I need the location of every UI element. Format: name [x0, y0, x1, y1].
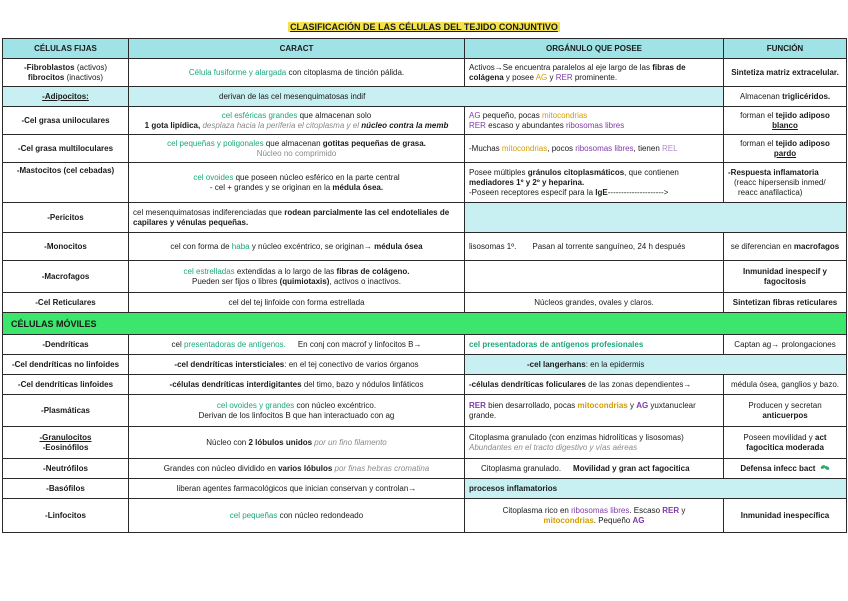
table-row-cel-grasa-uniloculares [3, 107, 847, 135]
organule-cell [465, 261, 724, 293]
table-row-adipocitos [3, 87, 847, 107]
row-name: -Cel grasa multiloculares [3, 135, 129, 163]
table-row-eosinofilos [3, 427, 847, 459]
caract-cell: derivan de las cel mesenquimatosas indif [129, 87, 724, 107]
caract-cell: cel presentadoras de antígenos. En conj con macrof y linfocitos B→ [129, 335, 465, 355]
table-row-pericitos [3, 203, 847, 233]
row-name: -Macrofagos [3, 261, 129, 293]
table-row-cel-reticulares [3, 293, 847, 313]
caract-cell: cel ovoides y grandes con núcleo excéntrico. Derivan de los linfocitos B que han interactuado con ag [129, 395, 465, 427]
organule-cell: Citoplasma granulado (con enzimas hidrolíticas y lisosomas) Abundantes en el tracto digestivo y vías aéreas [465, 427, 724, 459]
row-name: -Basófilos [3, 479, 129, 499]
row-name: -Pericitos [3, 203, 129, 233]
organule-cell: -células dendríticas foliculares de las zonas dependientes→ [465, 375, 724, 395]
function-cell: se diferencian en macrofagos [724, 233, 847, 261]
organule-cell [465, 203, 847, 233]
function-cell: Sintetizan fibras reticulares [724, 293, 847, 313]
table-row-monocitos [3, 233, 847, 261]
row-name: -Cel dendríticas no linfoides [3, 355, 129, 375]
caract-cell: cel mesenquimatosas indiferenciadas que rodean parcialmente las cel endoteliales de capilares y vénulas pequeñas. [129, 203, 465, 233]
caract-cell: cel con forma de haba y núcleo excéntrico, se originan→ médula ósea [129, 233, 465, 261]
organule-cell: procesos inflamatorios [465, 479, 847, 499]
caract-cell: cel del tej linfoide con forma estrellada [129, 293, 465, 313]
row-name: -Cel grasa uniloculares [3, 107, 129, 135]
table-row-linfocitos [3, 499, 847, 533]
organule-cell: AG pequeño, pocas mitocondrias RER escaso y abundantes ribosomas libres [465, 107, 724, 135]
organule-cell: -Muchas mitocondrias, pocos ribosomas libres, tienen REL [465, 135, 724, 163]
organule-cell: Posee múltiples gránulos citoplasmáticos, que contienen mediadores 1º y 2º y heparina. -Poseen receptores especif para la IgE---------------------> [465, 163, 724, 203]
row-name: -Monocitos [3, 233, 129, 261]
section-header-moviles [3, 313, 847, 335]
table-row-basofilos [3, 479, 847, 499]
caract-cell: Núcleo con 2 lóbulos unidos por un fino filamento [129, 427, 465, 459]
organule-cell: Citoplasma rico en ribosomas libres. Escaso RER y mitocondrias. Pequeño AG [465, 499, 724, 533]
bacteria-icon [820, 463, 830, 475]
organule-cell: Citoplasma granulado. Movilidad y gran act fagocitica [465, 459, 724, 479]
function-cell: Defensa infecc bact [724, 459, 847, 479]
page-title: CLASIFICACIÓN DE LAS CÉLULAS DEL TEJIDO CONJUNTIVO [290, 22, 558, 32]
function-cell: Inmunidad inespecif y fagocitosis [724, 261, 847, 293]
function-cell: Poseen movilidad y act fagocitica moderada [724, 427, 847, 459]
table-row-cel-dendriticas-linfoides [3, 375, 847, 395]
row-name: -Linfocitos [3, 499, 129, 533]
table-row-macrofagos [3, 261, 847, 293]
function-cell: Sintetiza matriz extracelular. [724, 59, 847, 87]
caract-cell: -células dendríticas interdigitantes del timo, bazo y nódulos linfáticos [129, 375, 465, 395]
row-name: -Cel dendríticas linfoides [3, 375, 129, 395]
row-name: -Granulocitos -Eosinófilos [3, 427, 129, 459]
organule-cell: cel presentadoras de antígenos profesionales [465, 335, 724, 355]
organule-cell: Activos→Se encuentra paralelos al eje largo de las fibras de colágena y posee AG y RER prominente. [465, 59, 724, 87]
function-cell: forman el tejido adiposo blanco [724, 107, 847, 135]
row-name: -Neutrófilos [3, 459, 129, 479]
caract-cell: cel esféricas grandes que almacenan solo 1 gota lipídica, desplaza hacia la periferia el citoplasma y el núcleo contra la memb [129, 107, 465, 135]
function-cell: -Respuesta inflamatoria (reacc hipersensib inmed/ reacc anafilactica) [724, 163, 847, 203]
caract-cell: cel pequeñas con núcleo redondeado [129, 499, 465, 533]
organule-cell: Núcleos grandes, ovales y claros. [465, 293, 724, 313]
function-cell: Inmunidad inespecífica [724, 499, 847, 533]
table-row-dendriticas [3, 335, 847, 355]
table-row-neutrofilos [3, 459, 847, 479]
table-row-cel-grasa-multiloculares [3, 135, 847, 163]
header-cell-organule: ORGÁNULO QUE POSEE [465, 39, 724, 59]
header-cell-caract: CARACT [129, 39, 465, 59]
row-name: -Mastocitos (cel cebadas) [3, 163, 129, 203]
row-name: -Adipocitos: [3, 87, 129, 107]
table-row-cel-dendriticas-no-linfoides [3, 355, 847, 375]
header-cell-fixed-cells: CÉLULAS FIJAS [3, 39, 129, 59]
caract-cell: cel estrelladas extendidas a lo largo de las fibras de colágeno. Pueden ser fijos o libres (quimiotaxis), activos o inactivos. [129, 261, 465, 293]
table-row-mastocitos [3, 163, 847, 203]
row-name: -Dendríticas [3, 335, 129, 355]
caract-cell: cel pequeñas y poligonales que almacenan gotitas pequeñas de grasa. Núcleo no comprimido [129, 135, 465, 163]
caract-cell: Célula fusiforme y alargada con citoplasma de tinción pálida. [129, 59, 465, 87]
row-name: -Plasmáticas [3, 395, 129, 427]
row-name: -Fibroblastos (activos) fibrocitos (inactivos) [3, 59, 129, 87]
header-row [3, 39, 847, 59]
caract-cell: Grandes con núcleo dividido en varios lóbulos por finas hebras cromatina [129, 459, 465, 479]
table-row-plasmaticas [3, 395, 847, 427]
classification-table [2, 38, 847, 533]
function-cell: forman el tejido adiposo pardo [724, 135, 847, 163]
caract-cell: liberan agentes farmacológicos que inician conservan y controlan→ [129, 479, 465, 499]
caract-cell: -cel dendríticas intersticiales: en el tej conectivo de varios órganos [129, 355, 465, 375]
function-cell: médula ósea, ganglios y bazo. [724, 375, 847, 395]
function-cell: Captan ag→ prolongaciones [724, 335, 847, 355]
organule-cell: lisosomas 1º. Pasan al torrente sanguíneo, 24 h después [465, 233, 724, 261]
caract-cell: cel ovoides que poseen núcleo esférico en la parte central - cel + grandes y se originan en la médula ósea. [129, 163, 465, 203]
organule-cell: RER bien desarrollado, pocas mitocondrias y AG yuxtanuclear grande. [465, 395, 724, 427]
header-cell-function: FUNCIÓN [724, 39, 847, 59]
section-title: CÉLULAS MÓVILES [3, 313, 847, 335]
function-cell: Almacenan triglicéridos. [724, 87, 847, 107]
table-row-fibroblastos [3, 59, 847, 87]
function-cell: Producen y secretan anticuerpos [724, 395, 847, 427]
row-name: -Cel Reticulares [3, 293, 129, 313]
organule-cell: -cel langerhans: en la epidermis [465, 355, 847, 375]
